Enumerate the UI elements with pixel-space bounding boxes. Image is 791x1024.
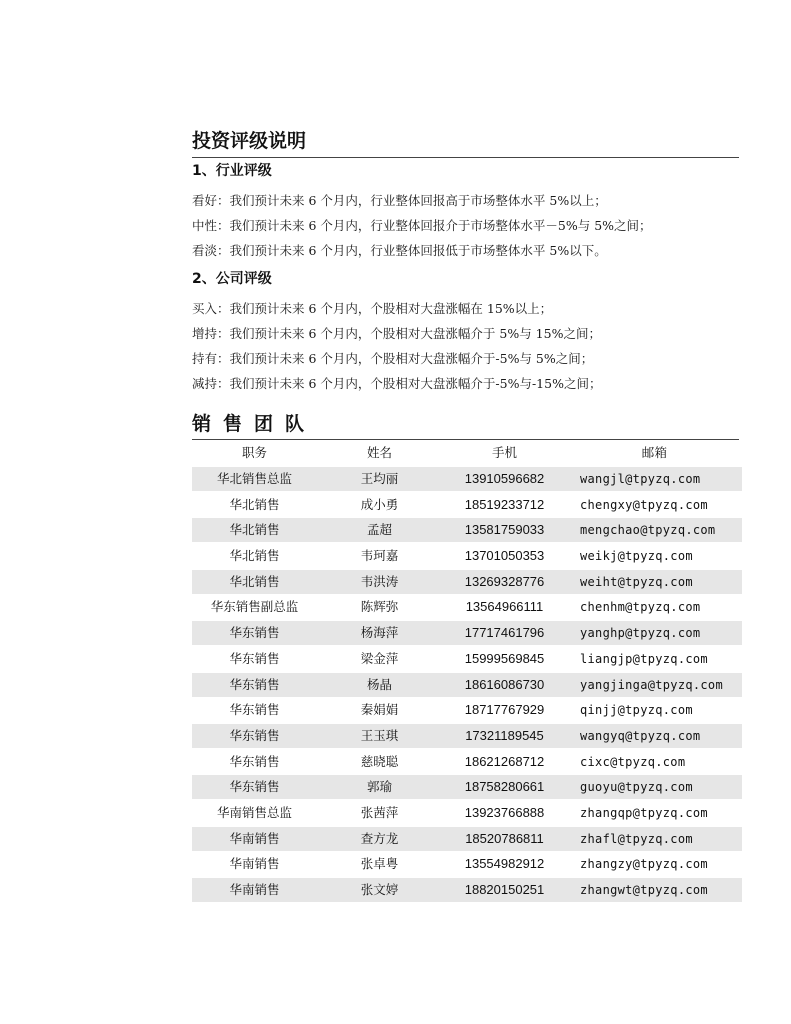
company-rating-line: 增持：我们预计未来 6 个月内，个股相对大盘涨幅介于 5%与 15%之间； [192, 326, 601, 341]
cell-phone: 13554982912 [464, 856, 545, 872]
cell-role: 华北销售总监 [216, 471, 292, 486]
cell-name: 查方龙 [360, 830, 399, 846]
cell-phone: 18621268712 [464, 753, 545, 769]
industry-rating-list [192, 188, 752, 263]
table-row [192, 673, 742, 697]
company-rating-heading: 2、公司评级 [192, 271, 272, 287]
cell-role: 华南销售 [229, 830, 280, 846]
company-rating-list [192, 296, 752, 396]
cell-email: zhangqp@tpyzq.com [580, 805, 708, 820]
company-rating-line: 持有：我们预计未来 6 个月内，个股相对大盘涨幅介于-5%与 5%之间； [192, 351, 594, 366]
table-row [192, 698, 742, 722]
cell-email: guoyu@tpyzq.com [580, 780, 693, 795]
cell-name: 慈晓聪 [360, 753, 399, 769]
cell-email: weikj@tpyzq.com [580, 549, 693, 564]
cell-role: 华北销售 [229, 522, 280, 538]
cell-email: chengxy@tpyzq.com [580, 497, 708, 512]
table-row [192, 750, 742, 774]
cell-role: 华东销售 [229, 650, 280, 666]
cell-name: 韦珂嘉 [360, 548, 399, 564]
table-row [192, 852, 742, 876]
cell-phone: 18758280661 [464, 779, 545, 795]
table-row [192, 518, 742, 542]
cell-role: 华东销售副总监 [210, 599, 299, 615]
cell-role: 华南销售 [229, 882, 280, 897]
cell-email: wangyq@tpyzq.com [580, 728, 701, 743]
cell-name: 孟超 [366, 522, 392, 538]
cell-name: 梁金萍 [360, 650, 399, 666]
cell-phone: 13269328776 [464, 573, 545, 589]
company-rating-line: 买入：我们预计未来 6 个月内，个股相对大盘涨幅在 15%以上； [192, 301, 553, 316]
cell-phone: 18519233712 [464, 496, 545, 512]
industry-rating-heading: 1、行业评级 [192, 163, 272, 179]
industry-rating-line: 中性：我们预计未来 6 个月内，行业整体回报介于市场整体水平－5%与 5%之间； [192, 218, 652, 233]
cell-name: 秦娟娟 [360, 702, 399, 718]
cell-role: 华东销售 [229, 625, 280, 641]
cell-role: 华东销售 [229, 727, 280, 743]
cell-email: zhafl@tpyzq.com [580, 831, 693, 846]
table-row [192, 595, 742, 619]
cell-phone: 13581759033 [464, 522, 545, 538]
cell-role: 华东销售 [229, 702, 280, 718]
cell-role: 华东销售 [229, 779, 280, 795]
rating-title-divider [192, 157, 739, 158]
industry-rating-line: 看好：我们预计未来 6 个月内，行业整体回报高于市场整体水平 5%以上； [192, 193, 607, 208]
table-row [192, 621, 742, 645]
cell-phone: 17717461796 [464, 625, 545, 641]
cell-name: 张卓粤 [360, 856, 399, 872]
cell-email: wangjl@tpyzq.com [580, 472, 701, 486]
table-row [192, 801, 742, 825]
cell-role: 华南销售 [229, 856, 280, 872]
cell-name: 郭瑜 [366, 779, 392, 795]
cell-phone: 13564966111 [465, 599, 544, 615]
sales-team-title: 销售团队 [192, 413, 317, 435]
cell-email: yanghp@tpyzq.com [580, 626, 701, 641]
cell-phone: 13923766888 [464, 804, 545, 820]
cell-role: 华东销售 [229, 676, 280, 692]
table-row [192, 647, 742, 671]
cell-phone: 15999569845 [464, 650, 545, 666]
table-header [192, 440, 742, 467]
table-row [192, 775, 742, 799]
company-rating-line: 减持：我们预计未来 6 个月内，个股相对大盘涨幅介于-5%与-15%之间； [192, 376, 602, 391]
table-row [192, 493, 742, 517]
cell-email: liangjp@tpyzq.com [580, 651, 708, 666]
cell-email: zhangwt@tpyzq.com [580, 883, 708, 897]
cell-email: weiht@tpyzq.com [580, 574, 693, 589]
sales-team-table [192, 440, 742, 904]
column-header-name: 姓名 [366, 445, 392, 460]
table-row [192, 827, 742, 851]
table-row [192, 570, 742, 594]
cell-role: 华北销售 [229, 573, 280, 589]
industry-rating-line: 看淡：我们预计未来 6 个月内，行业整体回报低于市场整体水平 5%以下。 [192, 243, 607, 258]
cell-phone: 17321189545 [465, 727, 544, 743]
cell-name: 王玉琪 [360, 727, 399, 743]
column-header-role: 职务 [241, 445, 267, 460]
cell-role: 华北销售 [229, 548, 280, 564]
cell-role: 华南销售总监 [216, 804, 292, 820]
table-row [192, 878, 742, 902]
cell-phone: 18717767929 [464, 702, 545, 718]
rating-section-title: 投资评级说明 [192, 130, 307, 152]
table-row [192, 467, 742, 491]
column-header-email: 邮箱 [641, 445, 668, 460]
cell-phone: 18820150251 [464, 882, 545, 897]
cell-phone: 13910596682 [464, 471, 545, 486]
cell-name: 杨晶 [366, 676, 392, 692]
table-row [192, 724, 742, 748]
cell-name: 韦洪涛 [360, 573, 399, 589]
cell-email: mengchao@tpyzq.com [580, 523, 716, 538]
cell-email: yangjinga@tpyzq.com [580, 677, 723, 692]
cell-name: 张茜萍 [360, 804, 399, 820]
cell-role: 华东销售 [229, 753, 280, 769]
cell-phone: 18616086730 [464, 676, 545, 692]
cell-email: chenhm@tpyzq.com [580, 600, 701, 615]
cell-name: 陈辉弥 [360, 599, 399, 615]
column-header-phone: 手机 [491, 445, 517, 460]
cell-name: 张文婷 [360, 882, 399, 897]
cell-email: qinjj@tpyzq.com [580, 703, 693, 718]
cell-email: zhangzy@tpyzq.com [580, 857, 708, 872]
cell-name: 王均丽 [360, 471, 399, 486]
table-row [192, 544, 742, 568]
cell-name: 杨海萍 [360, 625, 399, 641]
cell-role: 华北销售 [229, 496, 280, 512]
cell-name: 成小勇 [360, 496, 399, 512]
cell-phone: 18520786811 [465, 830, 544, 846]
cell-email: cixc@tpyzq.com [580, 754, 686, 769]
table-body [192, 467, 742, 902]
cell-phone: 13701050353 [464, 548, 545, 564]
